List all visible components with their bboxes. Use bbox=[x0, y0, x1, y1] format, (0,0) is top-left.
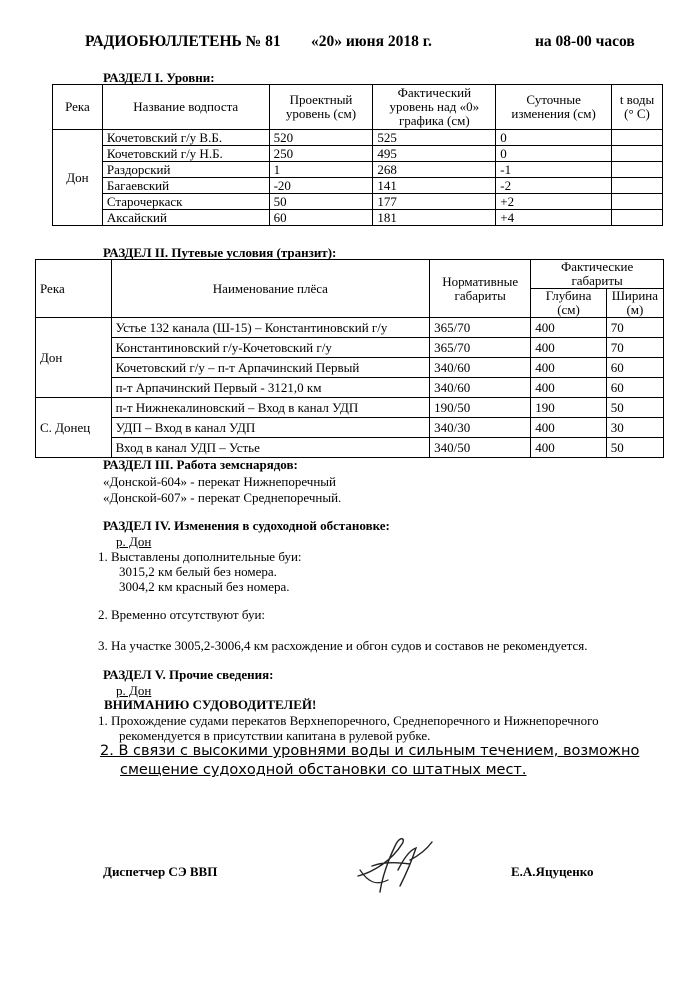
header-post: Название водпоста bbox=[102, 85, 269, 130]
design-cell: 50 bbox=[269, 194, 373, 210]
item-2: 2. Временно отсутствуют буи: bbox=[98, 607, 266, 622]
transit-header-row-1 bbox=[36, 260, 664, 289]
header-depth: Глубина (см) bbox=[531, 289, 607, 318]
actual-cell: 525 bbox=[373, 130, 496, 146]
stretch-cell: УДП – Вход в канал УДП bbox=[111, 418, 430, 438]
normative-cell: 190/50 bbox=[430, 398, 531, 418]
design-cell: -20 bbox=[269, 178, 373, 194]
stretch-cell: Кочетовский г/у – п-т Арпачинский Первый bbox=[111, 358, 430, 378]
signer-name: Е.А.Яцуценко bbox=[511, 864, 594, 879]
actual-cell: 177 bbox=[373, 194, 496, 210]
item-3: 3. На участке 3005,2-3006,4 км расхождение и обгон судов и составов не рекомендуется. bbox=[98, 638, 588, 653]
river-cell: С. Донец bbox=[36, 398, 112, 458]
stretch-cell: Вход в канал УДП – Устье bbox=[111, 438, 430, 458]
change-cell: +2 bbox=[496, 194, 612, 210]
header-design-level: Проектный уровень (см) bbox=[269, 85, 373, 130]
section-4-title: РАЗДЕЛ IV. Изменения в судоходной обстановке: bbox=[103, 518, 390, 533]
table-row bbox=[36, 338, 664, 358]
table-row bbox=[53, 178, 663, 194]
header-actual-dimensions: Фактические габариты bbox=[531, 260, 664, 289]
normative-cell: 340/60 bbox=[430, 378, 531, 398]
post-cell: Багаевский bbox=[102, 178, 269, 194]
note-2-line-1: 2. В связи с высокими уровнями воды и сильным течением, возможно bbox=[100, 743, 640, 759]
post-cell: Раздорский bbox=[102, 162, 269, 178]
width-cell: 60 bbox=[606, 378, 663, 398]
transit-table bbox=[35, 259, 664, 458]
actual-cell: 268 bbox=[373, 162, 496, 178]
stretch-cell: Устье 132 канала (Ш-15) – Константиновский г/у bbox=[111, 318, 430, 338]
buoy-line: 3015,2 км белый без номера. bbox=[119, 564, 277, 579]
temp-cell bbox=[612, 178, 663, 194]
stretch-cell: п-т Нижнекалиновский – Вход в канал УДП bbox=[111, 398, 430, 418]
actual-cell: 495 bbox=[373, 146, 496, 162]
design-cell: 520 bbox=[269, 130, 373, 146]
post-cell: Старочеркаск bbox=[102, 194, 269, 210]
section-3-title: РАЗДЕЛ III. Работа земснарядов: bbox=[103, 457, 298, 472]
table-row bbox=[36, 418, 664, 438]
width-cell: 70 bbox=[606, 338, 663, 358]
header-width: Ширина (м) bbox=[606, 289, 663, 318]
note-1-line-2: рекомендуется в присутствии капитана в рулевой рубке. bbox=[119, 728, 431, 743]
section-2-title: РАЗДЕЛ II. Путевые условия (транзит): bbox=[103, 245, 337, 260]
dredger-line: «Донской-607» - перекат Среднепоречный. bbox=[103, 490, 342, 505]
temp-cell bbox=[612, 194, 663, 210]
normative-cell: 365/70 bbox=[430, 318, 531, 338]
table-row bbox=[53, 162, 663, 178]
signature-icon bbox=[352, 830, 442, 900]
actual-cell: 181 bbox=[373, 210, 496, 226]
header-daily-change: Суточные изменения (см) bbox=[496, 85, 612, 130]
header-river: Река bbox=[53, 85, 103, 130]
levels-table bbox=[52, 84, 663, 226]
buoy-line: 3004,2 км красный без номера. bbox=[119, 579, 290, 594]
section-1-title: РАЗДЕЛ I. Уровни: bbox=[103, 70, 215, 85]
design-cell: 60 bbox=[269, 210, 373, 226]
normative-cell: 340/50 bbox=[430, 438, 531, 458]
temp-cell bbox=[612, 162, 663, 178]
bulletin-date: «20» июня 2018 г. bbox=[311, 33, 432, 50]
note-2-line-2: смещение судоходной обстановки со штатных мест. bbox=[120, 762, 527, 778]
depth-cell: 400 bbox=[531, 378, 607, 398]
post-cell: Аксайский bbox=[102, 210, 269, 226]
table-row bbox=[36, 378, 664, 398]
width-cell: 50 bbox=[606, 398, 663, 418]
depth-cell: 400 bbox=[531, 318, 607, 338]
table-row bbox=[36, 398, 664, 418]
attention-heading: ВНИМАНИЮ СУДОВОДИТЕЛЕЙ! bbox=[104, 697, 317, 712]
width-cell: 50 bbox=[606, 438, 663, 458]
table-row bbox=[53, 130, 663, 146]
width-cell: 30 bbox=[606, 418, 663, 438]
post-cell: Кочетовский г/у В.Б. bbox=[102, 130, 269, 146]
stretch-cell: Константиновский г/у-Кочетовский г/у bbox=[111, 338, 430, 358]
width-cell: 60 bbox=[606, 358, 663, 378]
signer-position: Диспетчер СЭ ВВП bbox=[103, 864, 218, 879]
change-cell: -2 bbox=[496, 178, 612, 194]
temp-cell bbox=[612, 130, 663, 146]
post-cell: Кочетовский г/у Н.Б. bbox=[102, 146, 269, 162]
normative-cell: 340/30 bbox=[430, 418, 531, 438]
normative-cell: 340/60 bbox=[430, 358, 531, 378]
item-1: 1. Выставлены дополнительные буи: bbox=[98, 549, 302, 564]
table-row bbox=[36, 438, 664, 458]
table-row bbox=[53, 146, 663, 162]
temp-cell bbox=[612, 146, 663, 162]
width-cell: 70 bbox=[606, 318, 663, 338]
design-cell: 250 bbox=[269, 146, 373, 162]
actual-cell: 141 bbox=[373, 178, 496, 194]
header-river: Река bbox=[36, 260, 112, 318]
design-cell: 1 bbox=[269, 162, 373, 178]
river-cell: Дон bbox=[36, 318, 112, 398]
change-cell: +4 bbox=[496, 210, 612, 226]
table-row bbox=[36, 318, 664, 338]
river-label: р. Дон bbox=[116, 534, 152, 549]
river-cell: Дон bbox=[53, 130, 103, 226]
depth-cell: 190 bbox=[531, 398, 607, 418]
table-row bbox=[53, 210, 663, 226]
depth-cell: 400 bbox=[531, 358, 607, 378]
bulletin-time: на 08-00 часов bbox=[535, 33, 635, 50]
change-cell: 0 bbox=[496, 130, 612, 146]
header-water-temp: t воды (° С) bbox=[612, 85, 663, 130]
header-normative: Нормативные габариты bbox=[430, 260, 531, 318]
header-stretch: Наименование плёса bbox=[111, 260, 430, 318]
temp-cell bbox=[612, 210, 663, 226]
depth-cell: 400 bbox=[531, 418, 607, 438]
change-cell: 0 bbox=[496, 146, 612, 162]
table-row bbox=[36, 358, 664, 378]
normative-cell: 365/70 bbox=[430, 338, 531, 358]
header-actual-level: Фактический уровень над «0» графика (см) bbox=[373, 85, 496, 130]
depth-cell: 400 bbox=[531, 338, 607, 358]
change-cell: -1 bbox=[496, 162, 612, 178]
section-5-title: РАЗДЕЛ V. Прочие сведения: bbox=[103, 667, 274, 682]
river-label: р. Дон bbox=[116, 683, 152, 698]
note-1-line-1: 1. Прохождение судами перекатов Верхнепоречного, Среднепоречного и Нижнепоречного bbox=[98, 713, 599, 728]
depth-cell: 400 bbox=[531, 438, 607, 458]
bulletin-title: РАДИОБЮЛЛЕТЕНЬ № 81 bbox=[85, 33, 281, 50]
stretch-cell: п-т Арпачинский Первый - 3121,0 км bbox=[111, 378, 430, 398]
table-row bbox=[53, 194, 663, 210]
dredger-line: «Донской-604» - перекат Нижнепоречный bbox=[103, 474, 336, 489]
levels-header-row bbox=[53, 85, 663, 130]
